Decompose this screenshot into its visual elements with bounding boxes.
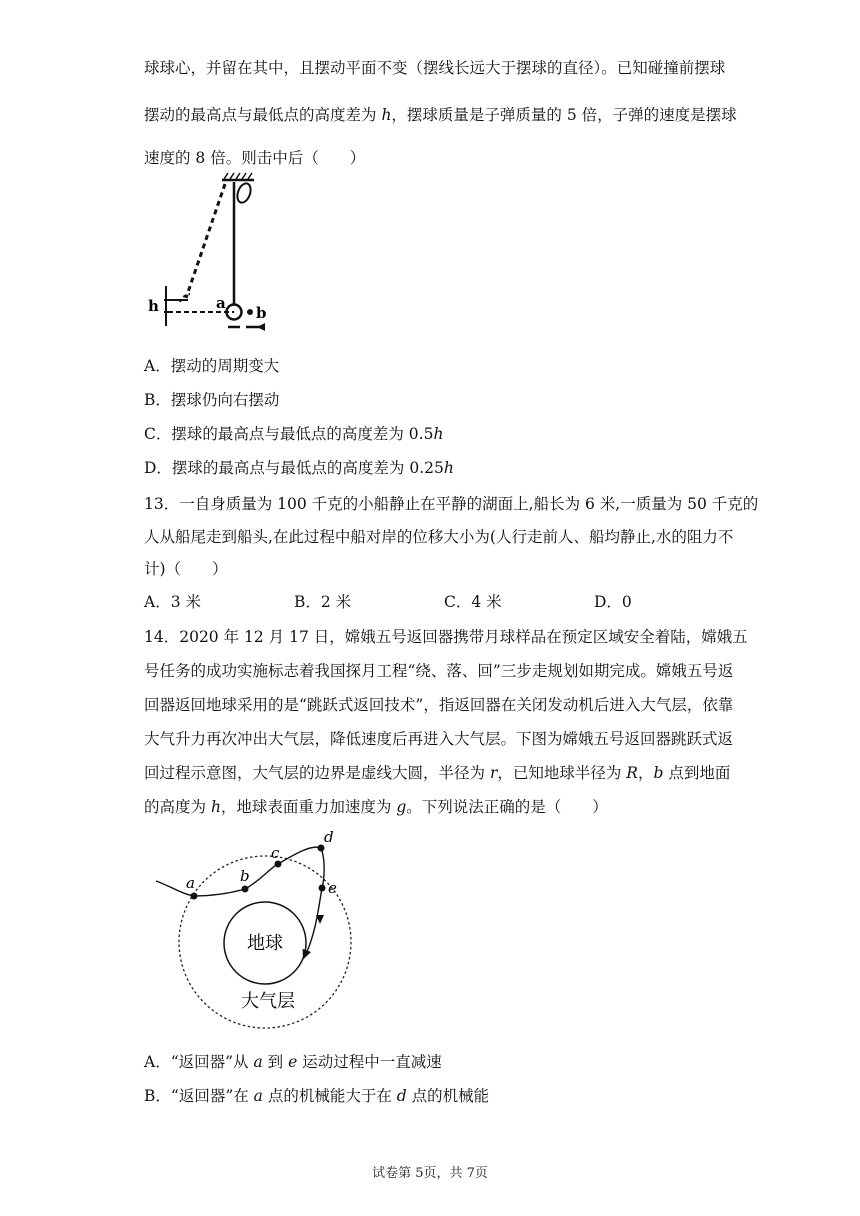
q14-line-5-p4: ， — [637, 764, 654, 782]
q12-option-d-text: D．摆球的最高点与最低点的高度差为 0.25 — [144, 459, 444, 477]
q14-line-6-p0: 的高度为 — [144, 798, 211, 816]
pendulum-label-a: a — [216, 294, 226, 312]
q14-option-a-p1: a — [253, 1053, 263, 1071]
q14-option-a-p0: A．“返回器”从 — [144, 1053, 254, 1071]
q12-option-d — [144, 458, 454, 478]
q14-option-b — [144, 1086, 489, 1106]
point-b-label: b — [240, 867, 250, 885]
q13-line-3: 计)（ ） — [144, 560, 228, 578]
q14-line-5-p2: ，已知地球半径为 — [497, 764, 627, 782]
q13-option-c: C．4 米 — [444, 593, 502, 611]
q12-line-1: 球球心，并留在其中，且摆动平面不变（摆线长远大于摆球的直径）。已知碰撞前摆球 — [144, 59, 726, 77]
q12-option-c — [144, 424, 443, 444]
q14-option-b-p0: B．“返回器”在 — [144, 1087, 254, 1105]
q14-line-2: 号任务的成功实施标志着我国探月工程“绕、落、回”三步走规划如期完成。嫦娥五号返 — [144, 662, 734, 680]
reentry-figure — [140, 826, 370, 1036]
q14-option-a-p4: 运动过程中一直减速 — [297, 1053, 442, 1071]
q12-line-2 — [144, 105, 737, 125]
q14-option-b-p1: a — [253, 1087, 263, 1105]
q14-line-6-p2: ，地球表面重力加速度为 — [220, 798, 397, 816]
q12-option-a: A．摆动的周期变大 — [144, 357, 280, 375]
q14-var-g: g — [396, 798, 407, 816]
page-footer: 试卷第 5页，共 7页 — [372, 1166, 488, 1181]
q13-line-2: 人从船尾走到船头,在此过程中船对岸的位移大小为(人行走前人、船均静止,水的阻力不 — [144, 528, 734, 546]
q13-option-b: B．2 米 — [294, 593, 352, 611]
q12-option-c-text: C．摆球的最高点与最低点的高度差为 0.5 — [144, 425, 434, 443]
point-c-label: c — [271, 844, 280, 862]
pendulum-label-h: h — [148, 297, 159, 315]
q14-var-h: h — [210, 798, 221, 816]
q14-option-b-p4: 点的机械能 — [406, 1087, 490, 1105]
q14-line-6 — [144, 797, 608, 817]
q14-option-b-p2: 点的机械能大于在 — [262, 1087, 397, 1105]
q13-option-a: A．3 米 — [144, 593, 201, 611]
q14-line-5 — [144, 763, 730, 783]
q14-option-b-p3: d — [396, 1087, 407, 1105]
atmosphere-label: 大气层 — [241, 991, 295, 1012]
q14-line-5-p6: 点到地面 — [663, 764, 731, 782]
q14-option-a-p2: 到 — [262, 1053, 289, 1071]
q14-line-1: 14．2020 年 12 月 17 日，嫦娥五号返回器携带月球样品在预定区域安全着陆，嫦娥五 — [144, 628, 748, 646]
q12-option-b: B．摆球仍向右摆动 — [144, 391, 280, 409]
q12-line-2-b: ，摆球质量是子弹质量的 5 倍，子弹的速度是摆球 — [391, 106, 737, 124]
q12-line-2-a: 摆动的最高点与最低点的高度差为 — [144, 106, 382, 124]
q14-line-3: 回器返回地球采用的是“跳跃式返回技术”，指返回器在关闭发动机后进入大气层，依靠 — [144, 696, 734, 714]
q14-line-6-p4: 。下列说法正确的是（ ） — [406, 798, 608, 816]
q13-option-d: D．0 — [594, 593, 632, 611]
q14-var-R: R — [626, 764, 638, 782]
point-e-label: e — [328, 879, 337, 897]
point-d-label: d — [324, 828, 334, 846]
q12-option-c-var: h — [433, 425, 444, 443]
q13-line-1: 13．一自身质量为 100 千克的小船静止在平静的湖面上,船长为 6 米,一质量为 50 千克的 — [144, 495, 759, 513]
q14-var-b: b — [653, 764, 664, 782]
q14-option-a-p3: e — [288, 1053, 298, 1071]
q14-line-5-p0: 回过程示意图，大气层的边界是虚线大圆，半径为 — [144, 764, 490, 782]
pendulum-label-b: b — [256, 304, 267, 322]
q14-var-r: r — [489, 764, 498, 782]
point-a-label: a — [186, 874, 195, 892]
q12-var-h: h — [381, 106, 392, 124]
earth-label: 地球 — [247, 933, 283, 954]
q14-line-4: 大气升力再次冲出大气层，降低速度后再进入大气层。下图为嫦娥五号返回器跳跃式返 — [144, 730, 734, 748]
q12-option-d-var: h — [443, 459, 454, 477]
q14-option-a — [144, 1052, 442, 1072]
pendulum-figure — [140, 170, 280, 340]
q12-line-3: 速度的 8 倍。则击中后（ ） — [144, 149, 366, 167]
